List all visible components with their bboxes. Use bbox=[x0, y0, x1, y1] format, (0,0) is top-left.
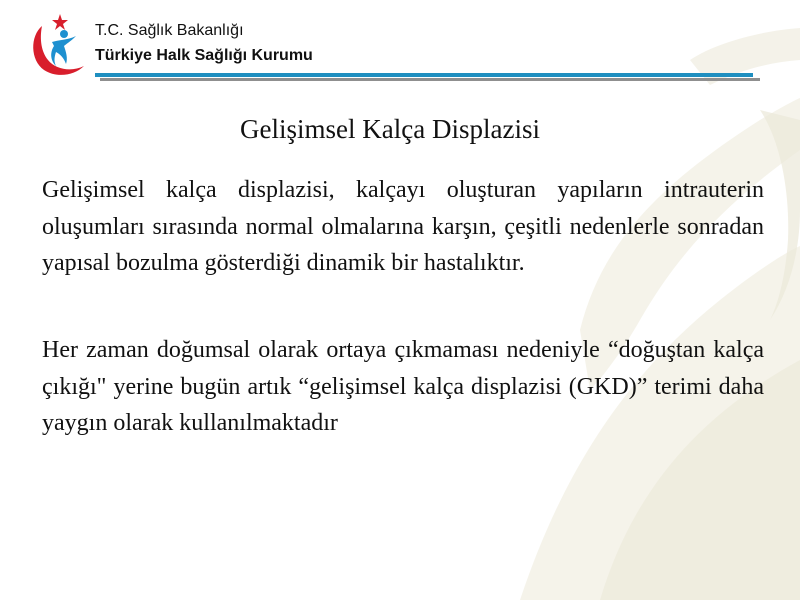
body-paragraph-2: Her zaman doğumsal olarak ortaya çıkmaması nedeniyle “doğuştan kalça çıkığı" yerine bugün artık “gelişimsel kalça displazisi (GKD)” terimi daha yaygın olarak kullanılmaktadır bbox=[42, 337, 764, 436]
body-paragraph-1: Gelişimsel kalça displazisi, kalçayı oluşturan yapıların intrauterin oluşumları sırasında normal olmalarına karşın, çeşitli nedenlerle sonradan yapısal bozulma gösterdiği dinamik bir hastalıktır. bbox=[42, 177, 764, 276]
slide-title: Gelişimsel Kalça Displazisi bbox=[240, 114, 540, 144]
header-divider bbox=[95, 73, 753, 77]
organization-name-line2: Türkiye Halk Sağlığı Kurumu bbox=[95, 47, 313, 64]
organization-name-line1: T.C. Sağlık Bakanlığı bbox=[95, 22, 244, 39]
ministry-of-health-logo-icon bbox=[28, 12, 88, 80]
header-divider-shadow bbox=[100, 78, 760, 81]
